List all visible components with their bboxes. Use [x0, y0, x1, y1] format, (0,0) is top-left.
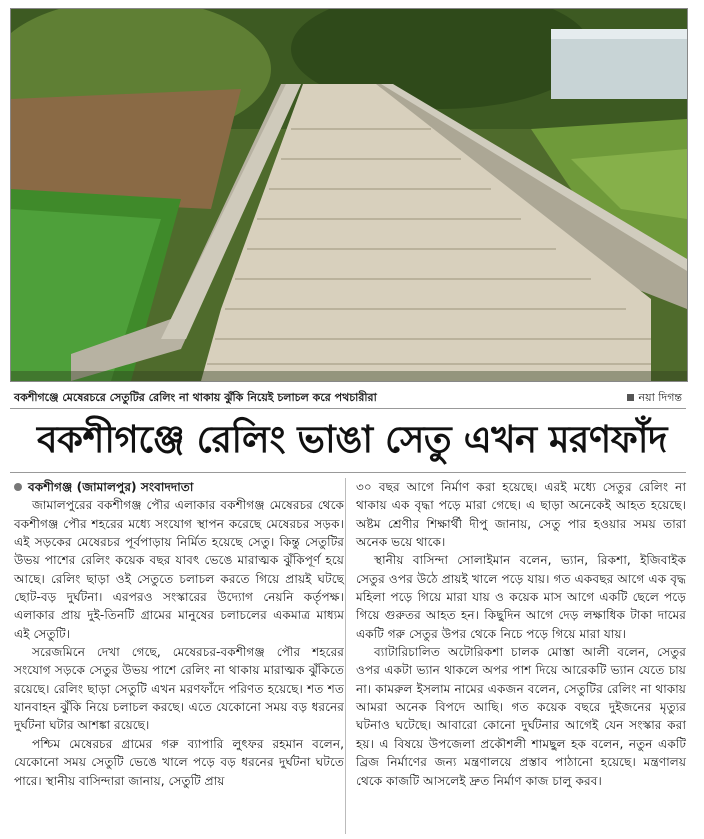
bullet-icon: [14, 483, 22, 491]
headline-divider: [10, 472, 686, 473]
article-column-right: [356, 478, 686, 790]
paragraph: পশ্চিম মেষেরচর গ্রামের গরু ব্যাপারি লুৎফর রহমান বলেন, যেকোনো সময় সেতুটি ভেঙে খালে পড়ে বড় ধরনের দুর্ঘটনা ঘটতে পারে। স্থানীয় বাসিন্দারা জানায়, সেতুটি প্রায়: [14, 736, 344, 788]
paragraph: জামালপুরের বকশীগঞ্জ পৌর এলাকার বকশীগঞ্জ মেষেরচর থেকে বকশীগঞ্জ পৌর শহরের মধ্যে সংযোগ স্থাপন করেছে মেষেরচর সড়ক। এই সড়কের মেষেরচর পূর্বপাড়ায় নির্মিত হয়েছে সেতু। কিন্তু সেতুটির উভয় পাশের রেলিং কয়েক বছর যাবৎ ভেঙে মারাত্মক ঝুঁকিপূর্ণ হয়ে আছে। রেলিং ছাড়া ওই সেতুতে চলাচল করতে গিয়ে প্রায়ই ঘটছে ছোট-বড় দুর্ঘটনা। এরপরও সংস্কারের উদ্যোগ নেয়নি কর্তৃপক্ষ। এলাকার প্রায় দুই-তিনটি গ্রামের মানুষের চলাচলের একমাত্র মাধ্যম এই সেতুটি।: [14, 498, 344, 641]
photo-caption-bar: [10, 386, 686, 409]
paragraph: স্থানীয় বাসিন্দা সোলাইমান বলেন, ভ্যান, রিকশা, ইজিবাইক সেতুর ওপর উঠে প্রায়ই খালে পড়ে যায়। গত একবছর আগে এক বৃদ্ধ মহিলা পড়ে গিয়ে মারা যায় ও কয়েক মাস আগে একটি ছেলে পড়ে গিয়ে গুরুতর আহত হন। কিছুদিন আগে দেড় লক্ষাধিক টাকা দামের একটি গরু সেতুর উপর থেকে নিচে পড়ে গিয়ে মারা যায়।: [356, 553, 686, 641]
photo-credit-text: নয়া দিগন্ত: [638, 391, 682, 404]
headline: বকশীগঞ্জে রেলিং ভাঙা সেতু এখন মরণফাঁদ: [37, 418, 667, 461]
byline-text: বকশীগঞ্জ (জামালপুর) সংবাদদাতা: [28, 480, 194, 494]
square-bullet-icon: [627, 394, 634, 401]
byline: [14, 478, 344, 496]
bridge-illustration: [11, 9, 687, 381]
paragraph: ব্যাটারিচালিত অটোরিকশা চালক মোস্তা আলী বলেন, সেতুর ওপর একটা ভ্যান থাকলে অপর পাশ দিয়ে আরেকটি ভ্যান যেতে চায় না। কামরুল ইসলাম নামের একজন বলেন, সেতুটির রেলিং না থাকায় আমরা অনেক বিপদে আছি। গত কয়েক বছরে দুইজনের মৃত্যুর ঘটনাও ঘটেছে। আবারো কোনো দুর্ঘটনার আগেই যেন সংস্কার করা হয়। এ বিষয়ে উপজেলা প্রকৌশলী শামছুল হক বলেন, নতুন একটি ব্রিজ নির্মাণের জন্য মন্ত্রণালয়ে প্রস্তাব পাঠানো হয়েছে। মন্ত্রণালয় থেকে কাজটি আসলেই দ্রুত নির্মাণ কাজ চালু করব।: [356, 645, 686, 788]
bridge-photo: [10, 8, 688, 382]
article-column-left: [14, 478, 344, 790]
column-rule: [345, 478, 346, 834]
paragraph: ৩০ বছর আগে নির্মাণ করা হয়েছে। এরই মধ্যে সেতুর রেলিং না থাকায় এক বৃদ্ধা পড়ে মারা গেছে। এ ছাড়া অনেকেই আহত হয়েছে। অষ্টম শ্রেণীর শিক্ষার্থী দীপু জানায়, সেতু পার হওয়ার সময় তারা অনেক ভয়ে থাকে।: [356, 480, 686, 550]
photo-caption: বকশীগঞ্জে মেষেরচরে সেতুটির রেলিং না থাকায় ঝুঁকি নিয়েই চলাচল করে পথচারীরা: [14, 391, 377, 404]
photo-credit: [627, 389, 682, 408]
paragraph: সরেজমিনে দেখা গেছে, মেষেরচর-বকশীগঞ্জ পৌর শহরের সংযোগ সড়কে সেতুর উভয় পাশে রেলিং না থাকায় মারাত্মক ঝুঁকিতে রয়েছে। রেলিং ছাড়া সেতুটি এখন মরণফাঁদে পরিণত হয়েছে। শত শত যানবাহন ঝুঁকি নিয়ে চলাচল করছে। এতে যেকোনো সময় বড় ধরনের দুর্ঘটনা ঘটার আশঙ্কা রয়েছে।: [14, 645, 344, 733]
